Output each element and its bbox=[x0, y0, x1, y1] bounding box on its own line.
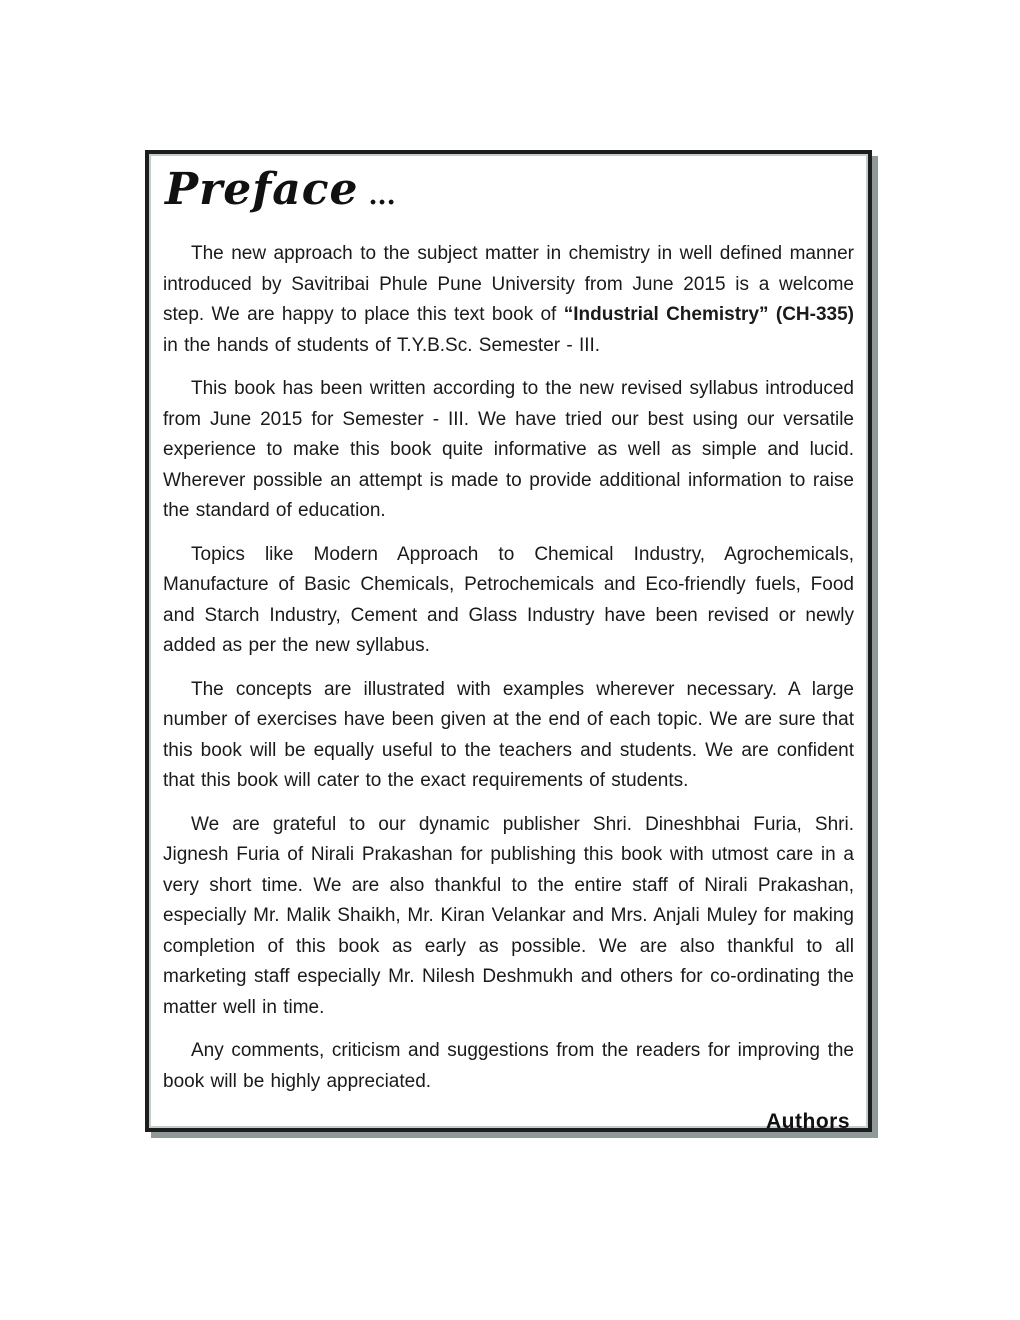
paragraph bbox=[163, 1036, 854, 1097]
text-run: in the hands of students of T.Y.B.Sc. Semester - III. bbox=[163, 334, 601, 356]
title-row bbox=[165, 164, 854, 215]
bold-text-run: “Industrial Chemistry” (CH-335) bbox=[563, 304, 854, 325]
text-run: Topics like Modern Approach to Chemical Industry, Agrochemicals, Manufacture of Basic Chemicals, Petrochemicals and Eco-friendly fuels, Food and Starch Industry, Cement and Glass Industry have been revised or newly added as per the new syllabus. bbox=[163, 543, 854, 656]
text-run: The concepts are illustrated with examples wherever necessary. A large number of exercises have been given at the end of each topic. We are sure that this book will be equally useful to the teachers and students. We are confident that this book will cater to the exact requirements of students. bbox=[163, 678, 854, 791]
preface-frame bbox=[145, 150, 872, 1132]
paragraph bbox=[163, 374, 854, 527]
text-run: We are grateful to our dynamic publisher Shri. Dineshbhai Furia, Shri. Jignesh Furia of Nirali Prakashan for publishing this book with utmost care in a very short time. We are also thankful to the entire staff of Nirali Prakashan, especially Mr. Malik Shaikh, Mr. Kiran Velankar and Mrs. Anjali Muley for making completion of this book as early as possible. We are also thankful to all marketing staff especially Mr. Nilesh Deshmukh and others for co-ordinating the matter well in time. bbox=[163, 813, 854, 1018]
text-run: Any comments, criticism and suggestions from the readers for improving the book will be highly appreciated. bbox=[163, 1040, 854, 1092]
authors-row bbox=[163, 1110, 854, 1136]
page-title-dots: ... bbox=[368, 181, 396, 211]
paragraph bbox=[163, 675, 854, 797]
preface-paragraphs bbox=[163, 239, 854, 1110]
text-run: This book has been written according to the new revised syllabus introduced from June 2015 for Semester - III. We have tried our best using our versatile experience to make this book quite informative as well as simple and lucid. Wherever possible an attempt is made to provide additional information to raise the standard of education. bbox=[163, 378, 854, 521]
paragraph bbox=[163, 239, 854, 361]
paragraph bbox=[163, 810, 854, 1024]
paragraph bbox=[163, 540, 854, 662]
page-title: Preface bbox=[165, 164, 359, 215]
authors-signature: Authors bbox=[766, 1110, 850, 1133]
text-run: The new approach to the subject matter in chemistry in well defined manner introduced by Savitribai Phule Pune University from June 2015 is a welcome step. We are happy to place this text book of bbox=[163, 243, 854, 325]
